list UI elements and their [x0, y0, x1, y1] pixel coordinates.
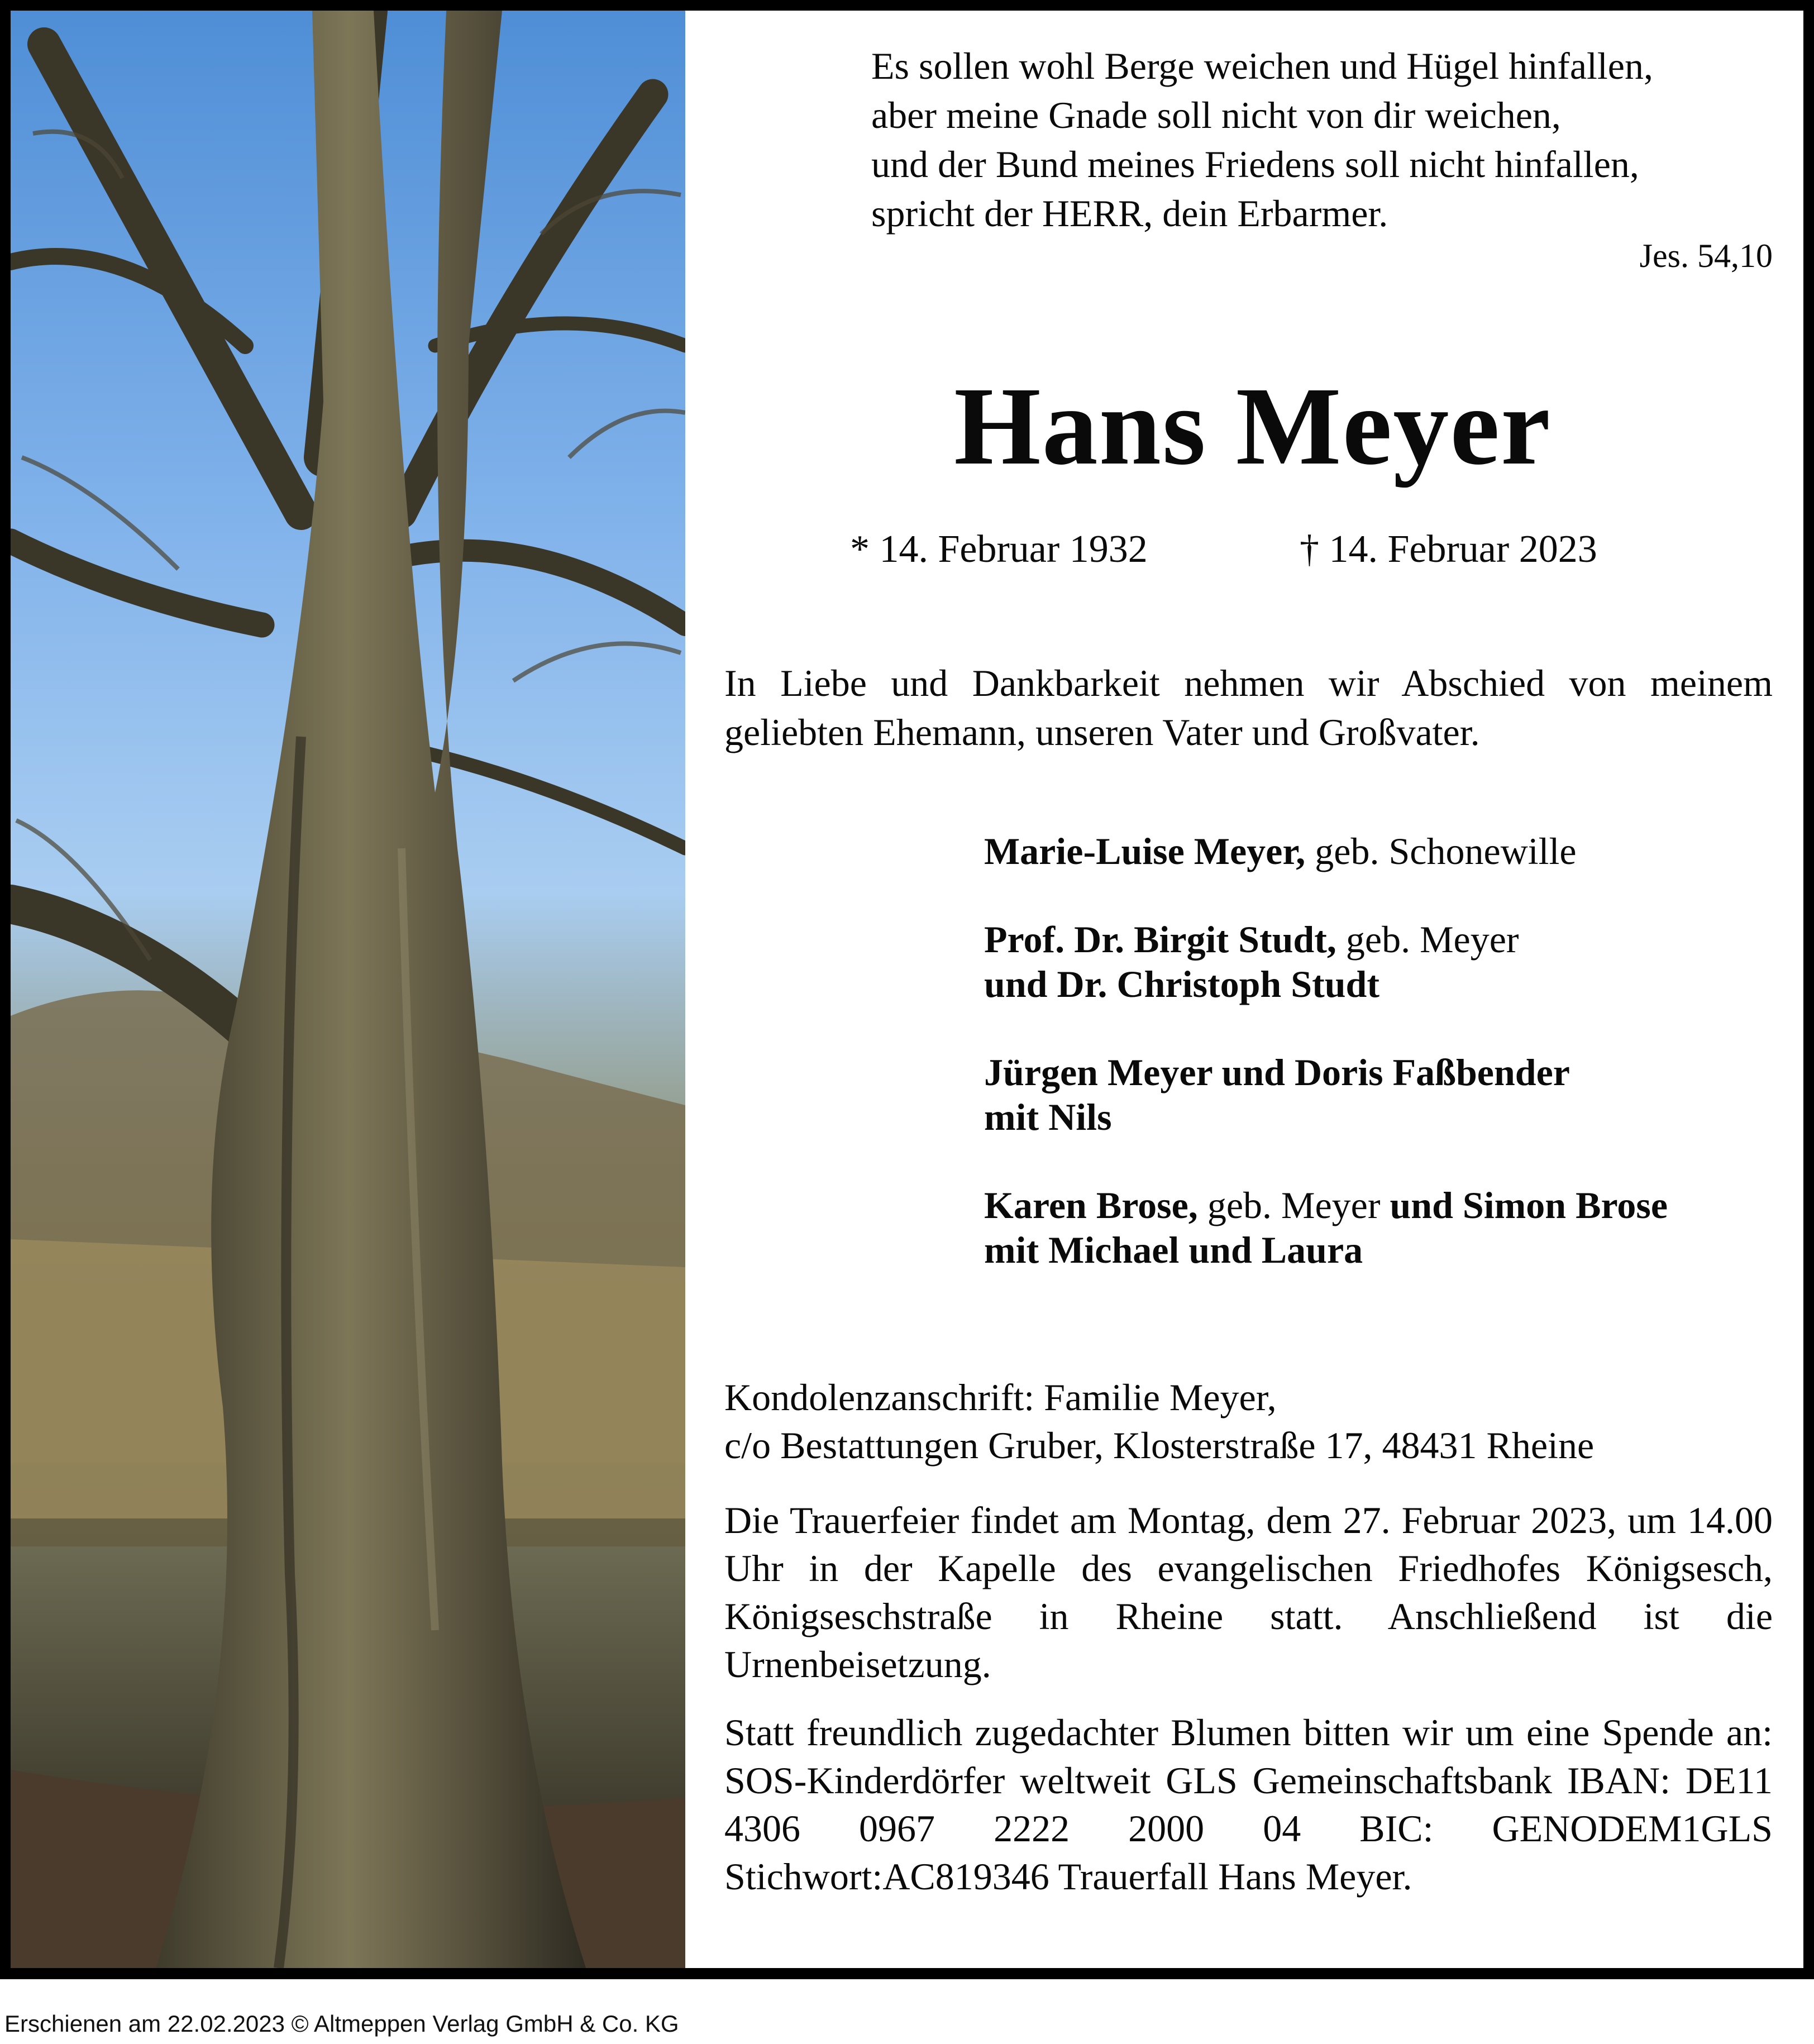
mourner-name: Marie-Luise Meyer,	[984, 830, 1306, 872]
mourner-partner: und Simon Brose	[1390, 1184, 1668, 1226]
mourner-entry	[984, 917, 1668, 1006]
tree-illustration	[11, 11, 685, 1968]
birth-date: * 14. Februar 1932	[850, 528, 1148, 571]
mourners-list	[984, 829, 1668, 1316]
condolence-address	[724, 1373, 1773, 1469]
verse-line: spricht der HERR, dein Erbarmer.	[871, 192, 1388, 235]
mourner-entry	[984, 1050, 1668, 1139]
mourner-name: Karen Brose,	[984, 1184, 1198, 1226]
verse-line: und der Bund meines Friedens soll nicht hinfallen,	[871, 143, 1639, 185]
address-line: Kondolenzanschrift: Familie Meyer,	[724, 1376, 1277, 1419]
verse-reference: Jes. 54,10	[1639, 237, 1773, 274]
donation-text: Statt freundlich zugedachter Blumen bitten wir um eine Spende an: SOS-Kinderdörfer weltweit GLS Gemeinschaftsbank IBAN: DE11 4306 0967 2222 2000 04 BIC: GENODEM1GLS Stichwort:AC819346 Trauerfall Hans Meyer.	[724, 1711, 1773, 1898]
address-line: c/o Bestattungen Gruber, Klosterstraße 17, 48431 Rheine	[724, 1424, 1595, 1467]
mourner-name: Jürgen Meyer und Doris Faßbender	[984, 1051, 1570, 1093]
funeral-service-text: Die Trauerfeier findet am Montag, dem 27. Februar 2023, um 14.00 Uhr in der Kapelle des evangelischen Friedhofes Königsesch, Königseschstraße in Rheine statt. Anschließend ist die Urnenbeisetzung.	[724, 1499, 1773, 1685]
mourner-entry	[984, 1183, 1668, 1272]
bible-verse	[871, 41, 1653, 238]
mourner-maiden-name: geb. Schonewille	[1305, 830, 1577, 872]
death-date: † 14. Februar 2023	[1300, 528, 1597, 571]
mourner-entry	[984, 829, 1668, 873]
mourner-maiden-name: geb. Meyer	[1336, 918, 1519, 961]
farewell-text: In Liebe und Dankbarkeit nehmen wir Abschied von meinem geliebten Ehemann, unseren Vater und Großvater.	[724, 662, 1773, 753]
mourner-name: Prof. Dr. Birgit Studt,	[984, 918, 1336, 961]
mourner-children: mit Nils	[984, 1096, 1112, 1138]
obituary-text	[685, 11, 1803, 1968]
publication-footer: Erschienen am 22.02.2023 © Altmeppen Verlag GmbH & Co. KG	[4, 2010, 679, 2037]
mourner-maiden-name: geb. Meyer	[1197, 1184, 1390, 1226]
mourner-children: mit Michael und Laura	[984, 1229, 1363, 1271]
mourner-partner: und Dr. Christoph Studt	[984, 963, 1379, 1005]
deceased-name: Hans Meyer	[954, 365, 1552, 488]
tree-photo	[11, 11, 685, 1968]
verse-line: Es sollen wohl Berge weichen und Hügel hinfallen,	[871, 45, 1653, 87]
verse-line: aber meine Gnade soll nicht von dir weichen,	[871, 94, 1561, 136]
